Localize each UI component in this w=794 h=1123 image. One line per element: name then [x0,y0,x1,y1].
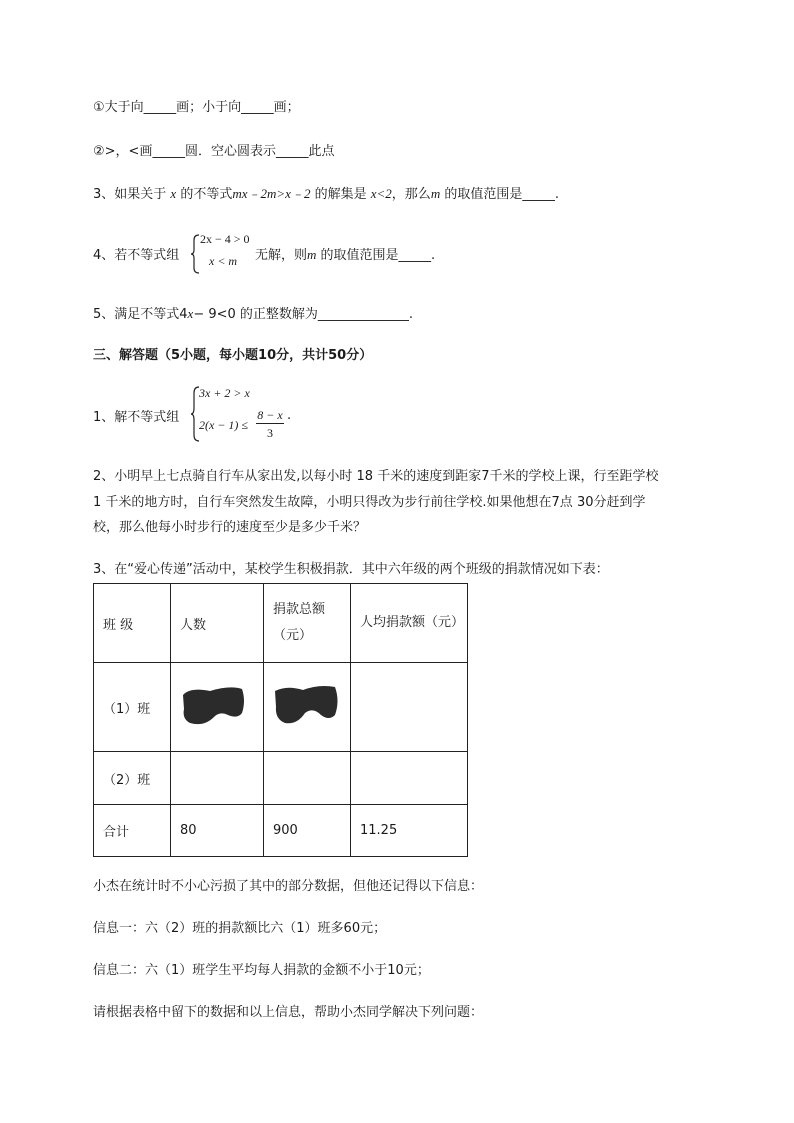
q3-inequality: mx﹣2m>x﹣2 [232,186,311,201]
q3-var-x: x [170,186,177,201]
table-header-cell: 人数 [171,584,264,663]
table-row [94,752,468,805]
table-row [94,805,468,857]
q4-tail-wrap [255,244,435,263]
problem-2-line-2: 1 千米的地方时，自行车突然发生故障，小明只得改为步行前往学校.如果他想在7点 30分赶到学 [93,495,646,510]
table-header-cell: 人均捐款额（元） [351,584,468,663]
q5-rest: − 9<0 的正整数解为______________. [193,307,414,322]
q3-text-mid2: 的解集是 [314,187,367,202]
table-cell-smudged [264,663,351,752]
table-cell [264,752,351,805]
p1-period: . [287,408,292,423]
fill-in-line-1: ①大于向_____画；小于向_____画； [93,100,300,115]
table-cell-smudged [171,663,264,752]
fill-in-line-2: ②>，<画_____圆．空心圆表示_____此点 [93,144,335,159]
ink-smudge-image [180,683,246,727]
table-cell: （2）班 [94,752,171,805]
p1-inequality-1: 3x + 2 > x [199,386,250,400]
table-cell [351,752,468,805]
table-cell [171,752,264,805]
p1-fraction-denominator: 3 [267,426,273,440]
table-header-cell: 班 级 [94,584,171,663]
ink-smudge-image [273,683,339,727]
q3-text-end: ，那么 [391,187,431,202]
question-4 [93,232,493,276]
q3-text-mid: 的不等式 [180,187,233,202]
q4-var-m: m [307,247,317,262]
problem-3-intro: 3、在“爱心传递”活动中，某校学生积极捐款．其中六年级的两个班级的捐款情况如下表： [93,562,609,577]
section-heading: 三、解答题（5小题，每小题10分，共计50分） [93,348,373,363]
p1-inequality-2-left: 2(x − 1) ≤ [199,418,249,432]
table-cell [351,663,468,752]
q5-text: 5、满足不等式4 [93,307,188,322]
q4-tail: 的取值范围是_____. [320,248,436,263]
table-header-row [94,584,468,663]
q4-text: 4、若不等式组 [93,248,180,263]
problem-3-after-table: 小杰在统计时不小心污损了其中的部分数据，但他还记得以下信息： [93,879,484,894]
table-cell: 900 [264,805,351,857]
question-5 [93,304,413,325]
table-header-cell: 捐款总额（元） [264,584,351,663]
problem-3-info-1: 信息一：六（2）班的捐款额比六（1）班多60元； [93,921,387,936]
q3-text: 3、如果关于 [93,187,167,202]
p1-fraction-numerator: 8 − x [257,408,283,422]
problem-2-line-1: 2、小明早上七点骑自行车从家出发,以每小时 18 千米的速度到距家7千米的学校上课，行至距学校 [93,469,659,484]
question-3 [93,184,559,205]
problem-3-ask: 请根据表格中留下的数据和以上信息，帮助小杰同学解决下列问题： [93,1005,484,1020]
q5-var-x: x [187,306,194,321]
problem-1 [93,384,393,444]
problem-3-info-2: 信息二：六（1）班学生平均每人捐款的金额不小于10元； [93,963,430,978]
donation-table [93,583,468,857]
q4-inequality-2: x < m [209,254,238,268]
q4-text-post: 无解，则 [255,248,308,263]
q3-var-m: m [430,186,441,201]
table-row [94,663,468,752]
q4-inequality-1: 2x − 4 > 0 [200,232,250,246]
p1-text: 1、解不等式组 [93,410,180,425]
table-cell: 80 [171,805,264,857]
table-cell: 11.25 [351,805,468,857]
problem-2-line-3: 校，那么他每小时步行的速度至少是多少千米？ [93,520,367,535]
q3-tail: 的取值范围是_____. [444,187,559,202]
table-cell: （1）班 [94,663,171,752]
q3-solution-set: x<2 [370,186,392,201]
table-cell: 合计 [94,805,171,857]
